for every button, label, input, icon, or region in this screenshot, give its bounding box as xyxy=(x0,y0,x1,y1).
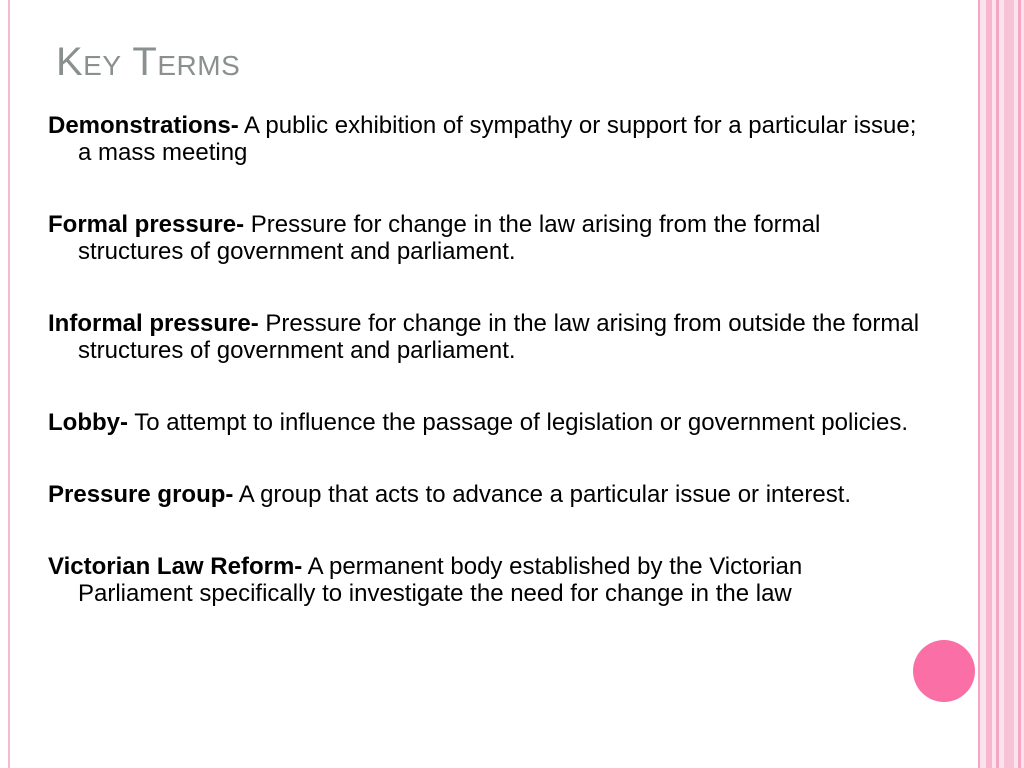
decorative-stripe xyxy=(986,0,992,768)
term-item-informal-pressure xyxy=(48,310,923,364)
term-name: Victorian Law Reform- xyxy=(48,553,303,580)
decorative-stripe xyxy=(996,0,999,768)
term-name: Informal pressure- xyxy=(48,310,259,337)
term-item-demonstrations xyxy=(48,112,923,166)
term-definition: A public exhibition of sympathy or support for a particular issue; a mass meeting xyxy=(78,112,917,166)
term-definition: To attempt to influence the passage of legislation or government policies. xyxy=(127,409,909,436)
term-name: Lobby- xyxy=(48,409,128,436)
term-definition: Pressure for change in the law arising from the formal structures of government and parliament. xyxy=(78,211,821,265)
decorative-stripe xyxy=(1004,0,1014,768)
term-definition: A permanent body established by the Victorian Parliament specifically to investigate the need for change in the law xyxy=(78,553,803,607)
decorative-stripe xyxy=(1018,0,1021,768)
term-name: Demonstrations- xyxy=(48,112,239,139)
term-definition: A group that acts to advance a particular issue or interest. xyxy=(233,481,852,508)
term-item-lobby xyxy=(48,409,923,436)
left-border-line xyxy=(8,0,10,768)
decorative-stripe xyxy=(978,0,980,768)
term-name: Pressure group- xyxy=(48,481,234,508)
slide-title: Key Terms xyxy=(56,40,241,84)
term-item-victorian-law-reform xyxy=(48,553,923,607)
key-terms-list xyxy=(48,112,923,652)
term-name: Formal pressure- xyxy=(48,211,245,238)
term-item-pressure-group xyxy=(48,481,923,508)
term-definition: Pressure for change in the law arising from outside the formal structures of government and parliament. xyxy=(78,310,920,364)
term-item-formal-pressure xyxy=(48,211,923,265)
